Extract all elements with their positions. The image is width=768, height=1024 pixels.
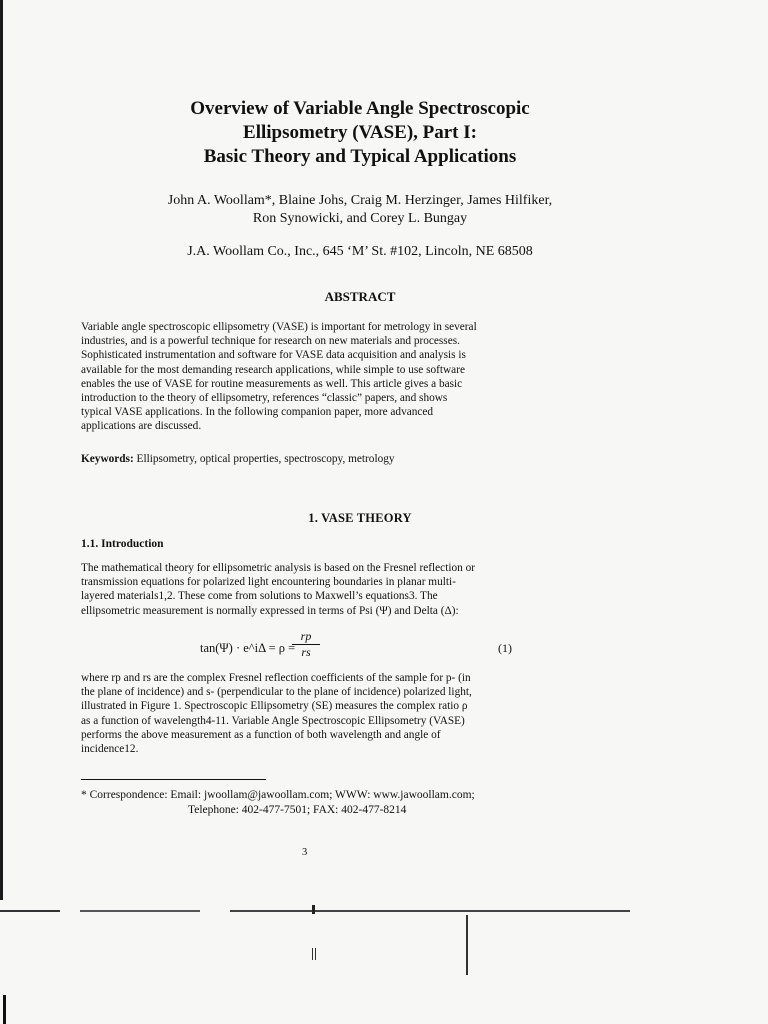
paragraph-line: incidence12. bbox=[81, 743, 139, 756]
paragraph-line: performs the above measurement as a function of both wavelength and angle of bbox=[81, 728, 441, 741]
abstract-line: available for the most demanding research applications, while simple to use software bbox=[81, 363, 465, 376]
authors-line-2: Ron Synowicki, and Corey L. Bungay bbox=[252, 211, 468, 226]
abstract-heading: ABSTRACT bbox=[324, 289, 396, 304]
equation-1: tan(Ψ) · e^iΔ = ρ = bbox=[200, 641, 296, 655]
keywords bbox=[81, 452, 531, 466]
scan-edge-artifact-bottom bbox=[3, 995, 6, 1024]
paragraph-line: layered materials1,2. These come from solutions to Maxwell’s equations3. The bbox=[81, 590, 438, 603]
abstract-line: applications are discussed. bbox=[81, 420, 202, 433]
paper-title-line-1: Overview of Variable Angle Spectroscopic bbox=[190, 98, 530, 119]
page-number: 3 bbox=[302, 847, 308, 858]
abstract-line: Variable angle spectroscopic ellipsometry (VASE) is important for metrology in several bbox=[81, 321, 477, 333]
paper-title-line-3: Basic Theory and Typical Applications bbox=[203, 146, 517, 167]
abstract-body bbox=[81, 320, 531, 434]
footnote-rule bbox=[81, 779, 266, 780]
scan-tick-artifact bbox=[312, 905, 315, 914]
paragraph-line: transmission equations for polarized light encountering boundaries in planar multi- bbox=[81, 576, 456, 589]
scan-edge-artifact bbox=[0, 0, 3, 900]
paragraph-line: where rp and rs are the complex Fresnel reflection coefficients of the sample for p- (in bbox=[81, 672, 471, 684]
footnote-line-1: * Correspondence: Email: jwoollam@jawoollam.com; WWW: www.jawoollam.com; bbox=[81, 789, 475, 801]
section-heading: 1. VASE THEORY bbox=[308, 511, 412, 525]
affiliation: J.A. Woollam Co., Inc., 645 ‘M’ St. #102, Lincoln, NE 68508 bbox=[187, 244, 533, 259]
footnote bbox=[81, 788, 551, 818]
paragraph-line: illustrated in Figure 1. Spectroscopic Ellipsometry (SE) measures the complex ratio ρ bbox=[81, 700, 468, 713]
footnote-line-2: Telephone: 402-477-7501; FAX: 402-477-8214 bbox=[188, 804, 407, 816]
fraction-denominator: rs bbox=[301, 645, 311, 659]
equation-number: (1) bbox=[498, 641, 512, 655]
scan-bar-artifact-1 bbox=[312, 948, 313, 960]
abstract-line: enables the use of VASE for routine measurements as well. This article gives a basic bbox=[81, 377, 463, 390]
intro-paragraph-1 bbox=[81, 561, 531, 618]
paragraph-line: The mathematical theory for ellipsometric analysis is based on the Fresnel reflection or bbox=[81, 562, 476, 574]
authors-line-1: John A. Woollam*, Blaine Johs, Craig M. Herzinger, James Hilfiker, bbox=[167, 193, 553, 208]
fraction-numerator: rp bbox=[292, 629, 320, 645]
keywords-text: Ellipsometry, optical properties, spectroscopy, metrology bbox=[133, 453, 395, 465]
abstract-line: introduction to the theory of ellipsometry, references “classic” papers, and shows bbox=[81, 392, 448, 405]
abstract-line: typical VASE applications. In the following companion paper, more advanced bbox=[81, 406, 434, 419]
subsection-heading: 1.1. Introduction bbox=[81, 538, 164, 550]
paragraph-line: the plane of incidence) and s- (perpendicular to the plane of incidence) polarized light, bbox=[81, 686, 472, 699]
equation-fraction bbox=[292, 629, 320, 660]
paragraph-line: as a function of wavelength4-11. Variable Angle Spectroscopic Ellipsometry (VASE) bbox=[81, 714, 465, 727]
paper-title-line-2: Ellipsometry (VASE), Part I: bbox=[243, 122, 477, 143]
abstract-line: industries, and is a powerful technique for research on new materials and processes. bbox=[81, 335, 460, 348]
abstract-line: Sophisticated instrumentation and software for VASE data acquisition and analysis is bbox=[81, 349, 466, 362]
scan-vertical-artifact bbox=[466, 915, 468, 975]
intro-paragraph-2 bbox=[81, 671, 531, 756]
paragraph-line: ellipsometric measurement is normally expressed in terms of Psi (Ψ) and Delta (Δ): bbox=[81, 604, 459, 617]
scan-bar-artifact-2 bbox=[315, 948, 316, 960]
scan-line-artifact bbox=[0, 910, 630, 912]
keywords-label: Keywords: bbox=[81, 453, 134, 465]
